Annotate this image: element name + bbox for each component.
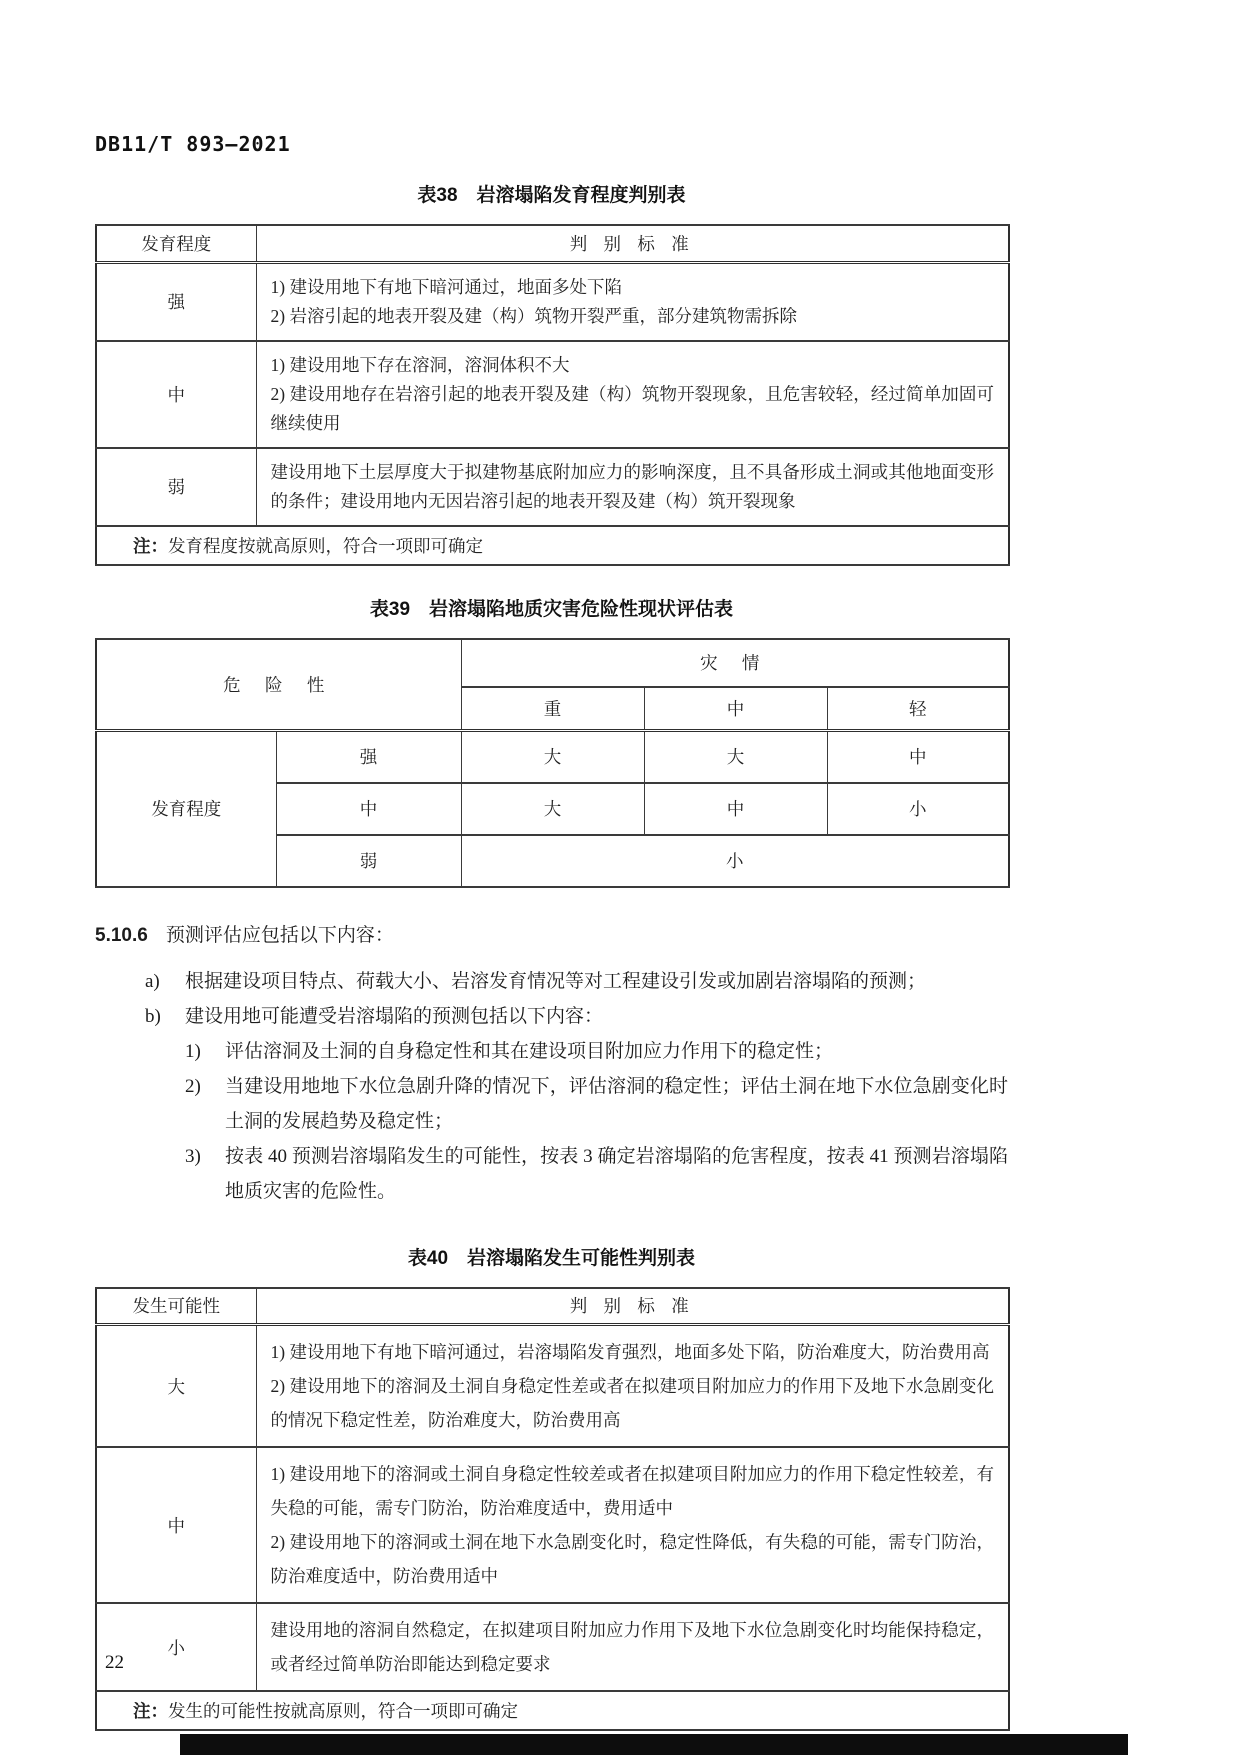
criteria-line: 1) 建设用地下有地下暗河通过，地面多处下陷 [270,276,622,297]
table39-cell: 大 [461,731,644,783]
list-item [95,999,1008,1034]
table39-disaster-group-header: 灾 情 [461,639,1009,687]
table-row [96,448,1009,526]
table-row [96,1603,1009,1691]
scan-artifact-bar [180,1734,1128,1755]
table39-corner-label: 危 险 性 [96,639,461,731]
table-row [96,262,1009,341]
table-row [96,526,1009,565]
table38-criteria-strong [256,262,1009,341]
criteria-line: 2) 建设用地下的溶洞及土洞自身稳定性差或者在拟建项目附加应力的作用下及地下水急剧变化的情况下稳定性差，防治难度大，防治费用高 [270,1376,994,1430]
item-label: 2) [185,1075,201,1097]
note-text: 发育程度按就高原则，符合一项即可确定 [168,535,483,556]
table38-level-strong: 强 [96,262,256,341]
table38-criteria-weak [256,448,1009,526]
note-label: 注： [133,535,168,556]
table39-col-medium: 中 [644,687,827,731]
table39-cell: 小 [827,783,1009,835]
item-label: 3) [185,1145,201,1167]
list-item [95,1139,1008,1209]
table40-criteria-low [256,1603,1009,1691]
table40-level-high: 大 [96,1325,256,1448]
clause-heading [95,918,1008,954]
table-row [96,1691,1009,1730]
table39 [95,638,1010,888]
table38-title: 表38 岩溶塌陷发育程度判别表 [417,185,686,206]
criteria-line: 1) 建设用地下有地下暗河通过，岩溶塌陷发育强烈，地面多处下陷，防治难度大，防治费用高 [270,1342,990,1362]
note-label: 注： [133,1701,168,1721]
table39-merged-cell: 小 [461,835,1009,887]
clause-5-10-6 [95,918,1008,1209]
table39-level-weak: 弱 [276,835,461,887]
table39-level-strong: 强 [276,731,461,783]
item-text: 根据建设项目特点、荷载大小、岩溶发育情况等对工程建设引发或加剧岩溶塌陷的预测； [185,970,927,992]
item-label: a) [145,970,160,992]
table39-title: 表39 岩溶塌陷地质灾害危险性现状评估表 [369,598,734,620]
table39-row-group-label: 发育程度 [96,731,276,887]
criteria-line: 2) 建设用地存在岩溶引起的地表开裂及建（构）筑物开裂现象，且危害较轻，经过简单加固可继续使用 [270,383,994,433]
table39-col-light: 轻 [827,687,1009,731]
item-text: 按表 40 预测岩溶塌陷发生的可能性，按表 3 确定岩溶塌陷的危害程度，按表 41 预测岩溶塌陷地质灾害的危险性。 [225,1145,1008,1202]
table38-col2-header: 判 别 标 准 [256,225,1009,262]
table40-level-low: 小 [96,1603,256,1691]
table-row [96,1325,1009,1448]
standard-code: DB11/T 893—2021 [95,132,291,156]
table39-level-medium: 中 [276,783,461,835]
table39-cell: 大 [461,783,644,835]
criteria-line: 建设用地的溶洞自然稳定，在拟建项目附加应力作用下及地下水位急剧变化时均能保持稳定，或者经过简单防治即能达到稳定要求 [270,1620,994,1674]
table38-note [96,526,1009,565]
table39-cell: 中 [644,783,827,835]
clause-intro: 预测评估应包括以下内容： [165,924,394,946]
criteria-line: 建设用地下土层厚度大于拟建物基底附加应力的影响深度，且不具备形成土洞或其他地面变形的条件；建设用地内无因岩溶引起的地表开裂及建（构）筑开裂现象 [270,461,994,511]
page-content [95,132,1008,1731]
table39-col-heavy: 重 [461,687,644,731]
table-row [96,731,1009,783]
table38-level-weak: 弱 [96,448,256,526]
table40-criteria-medium [256,1447,1009,1603]
item-label: 1) [185,1040,201,1062]
item-text: 当建设用地地下水位急剧升降的情况下，评估溶洞的稳定性；评估土洞在地下水位急剧变化时土洞的发展趋势及稳定性； [225,1075,1008,1132]
table40-level-medium: 中 [96,1447,256,1603]
criteria-line: 1) 建设用地下存在溶洞，溶洞体积不大 [270,354,570,375]
table40-title: 表40 岩溶塌陷发生可能性判别表 [407,1247,696,1269]
table40-col1-header: 发生可能性 [96,1288,256,1325]
item-label: b) [145,1005,161,1027]
note-text: 发生的可能性按就高原则，符合一项即可确定 [168,1701,518,1721]
list-item [95,964,1008,999]
page-number: 22 [105,1652,124,1673]
table38-col1-header: 发育程度 [96,225,256,262]
criteria-line: 2) 岩溶引起的地表开裂及建（构）筑物开裂严重，部分建筑物需拆除 [270,305,797,326]
table40-note [96,1691,1009,1730]
table38-criteria-medium [256,341,1009,448]
table40-col2-header: 判 别 标 准 [256,1288,1009,1325]
criteria-line: 1) 建设用地下的溶洞或土洞自身稳定性较差或者在拟建项目附加应力的作用下稳定性较差，有失稳的可能，需专门防治，防治难度适中，费用适中 [270,1464,994,1518]
criteria-line: 2) 建设用地下的溶洞或土洞在地下水急剧变化时，稳定性降低，有失稳的可能，需专门防治，防治难度适中，防治费用适中 [270,1532,994,1586]
item-text: 评估溶洞及土洞的自身稳定性和其在建设项目附加应力作用下的稳定性； [225,1040,834,1062]
item-text: 建设用地可能遭受岩溶塌陷的预测包括以下内容： [185,1005,604,1027]
table38 [95,224,1010,566]
table-row [96,1447,1009,1603]
list-item [95,1034,1008,1069]
table39-cell: 大 [644,731,827,783]
list-item [95,1069,1008,1139]
table38-level-medium: 中 [96,341,256,448]
table39-cell: 中 [827,731,1009,783]
clause-number: 5.10.6 [95,924,148,946]
table40 [95,1287,1010,1732]
table40-criteria-high [256,1325,1009,1448]
table-row [96,341,1009,448]
